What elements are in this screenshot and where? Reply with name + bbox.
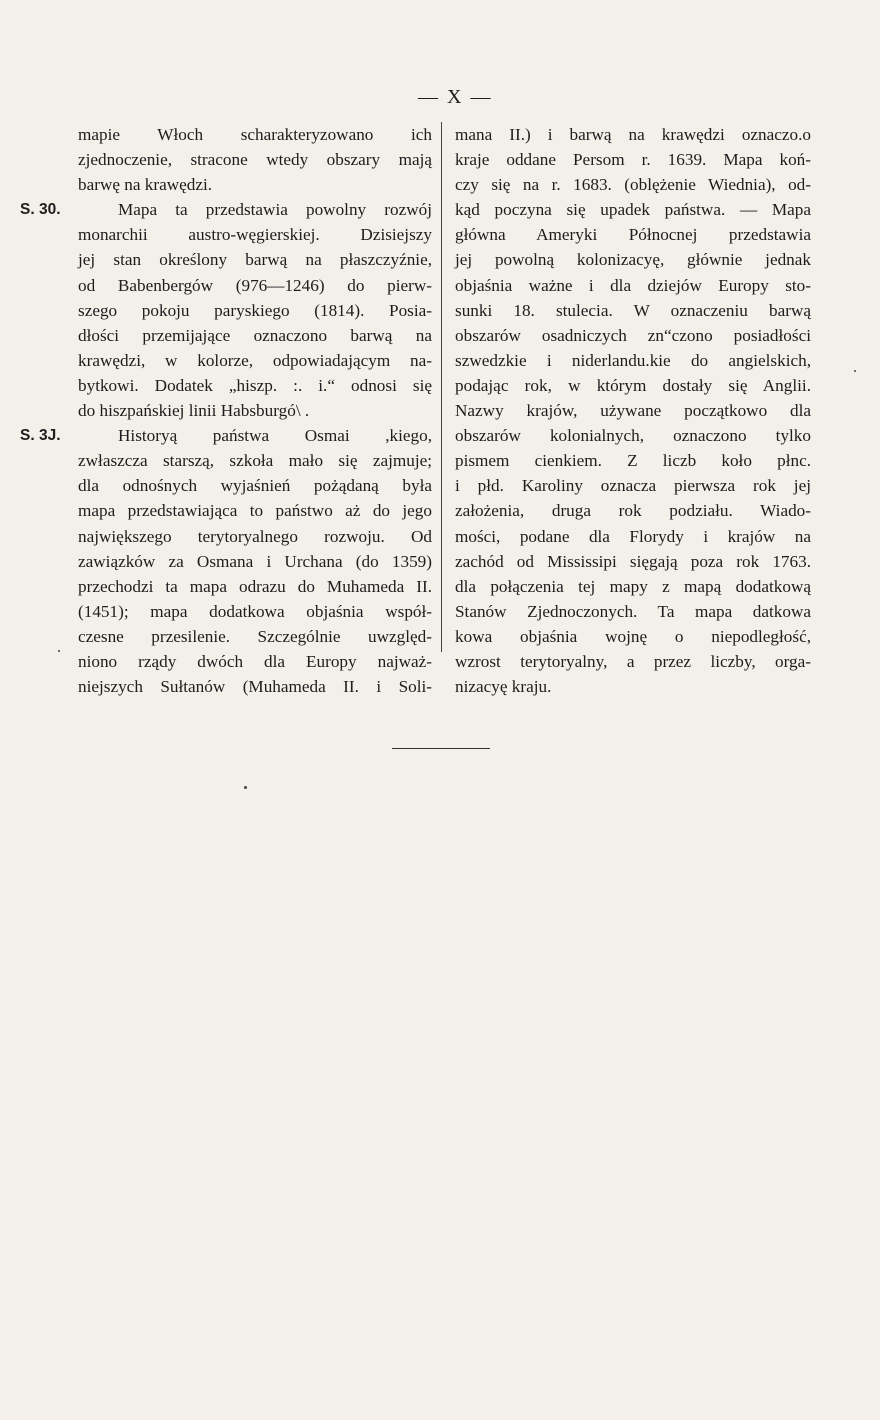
text-line: czy się na r. 1683. (oblężenie Wiednia), od- (455, 175, 811, 195)
text-line: niono rządy dwóch dla Europy najważ- (78, 651, 432, 671)
text-line: krawędzi, w kolorze, odpowiadającym na- (78, 350, 432, 370)
ink-speck (854, 370, 856, 372)
text-line: do hiszpańskiej linii Habsburgó\ . (78, 401, 310, 421)
text-line: bytkowi. Dodatek „hiszp. :. i.“ odnosi się (78, 375, 432, 395)
text-line: mości, podane dla Florydy i krajów na (455, 526, 811, 546)
text-line: nizacyę kraju. (455, 677, 552, 697)
section-marker: S. 3J. (20, 427, 61, 445)
text-line: największego terytoryalnego rozwoju. Od (78, 526, 432, 546)
ink-speck (58, 650, 60, 652)
text-line: szego pokoju paryskiego (1814). Posia- (78, 300, 432, 320)
text-line: barwę na krawędzi. (78, 175, 213, 195)
text-line: monarchii austro-węgierskiej. Dzisiejszy (78, 225, 432, 245)
ink-speck (244, 786, 247, 789)
section-marker: S. 30. (20, 201, 61, 219)
text-line: czesne przesilenie. Szczególnie uwzględ- (78, 626, 432, 646)
text-line: podając rok, w którym dostały się Anglii. (455, 375, 811, 395)
text-line: sunki 18. stulecia. W oznaczeniu barwą (455, 300, 811, 320)
page-number: — X — (418, 86, 493, 108)
right-column (455, 122, 811, 699)
text-line: obszarów osadniczych zn“czono posiadłości (455, 325, 811, 345)
text-line: Historyą państwa Osmai ,kiego, (118, 426, 432, 446)
text-line: zwłaszcza starszą, szkoła mało się zajmuje; (78, 451, 432, 471)
text-line: główna Ameryki Północnej przedstawia (455, 225, 811, 245)
end-rule (392, 748, 490, 749)
text-line: szwedzkie i niderlandu.kie do angielskich, (455, 350, 811, 370)
text-line: jej powolną kolonizacyę, głównie jednak (455, 250, 811, 270)
text-line: niejszych Sułtanów (Muhameda II. i Soli- (78, 677, 432, 697)
text-line: jej stan określony barwą na płaszczyźnie, (78, 250, 432, 270)
text-line: zawiązków za Osmana i Urchana (do 1359) (78, 551, 432, 571)
text-line: dla odnośnych wyjaśnień pożądaną była (78, 476, 432, 496)
text-line: Stanów Zjednoczonych. Ta mapa datkowa (455, 601, 811, 621)
text-line: wzrost terytoryalny, a przez liczby, orga- (455, 651, 811, 671)
text-line: kowa objaśnia wojnę o niepodległość, (455, 626, 811, 646)
text-line: mapa przedstawiająca to państwo aż do jego (78, 501, 432, 521)
text-line: Mapa ta przedstawia powolny rozwój (118, 200, 432, 220)
text-line: kąd poczyna się upadek państwa. — Mapa (455, 200, 811, 220)
text-line: mapie Włoch scharakteryzowano ich (78, 125, 432, 144)
text-line: dla połączenia tej mapy z mapą dodatkową (455, 576, 811, 596)
text-line: (1451); mapa dodatkowa objaśnia współ- (78, 601, 432, 621)
left-column (20, 122, 432, 699)
text-line: obszarów kolonialnych, oznaczono tylko (455, 426, 811, 446)
text-line: mana II.) i barwą na krawędzi oznaczo.o (455, 125, 811, 144)
text-line: założenia, druga rok podziału. Wiado- (455, 501, 811, 521)
text-line: od Babenbergów (976—1246) do pierw- (78, 275, 432, 295)
text-line: dłości przemijające oznaczono barwą na (78, 325, 432, 345)
text-line: pismem cienkiem. Z liczb koło płnc. (455, 451, 811, 471)
text-line: objaśnia ważne i dla dziejów Europy sto- (455, 275, 811, 295)
text-line: kraje oddane Persom r. 1639. Mapa koń- (455, 150, 811, 170)
section-s30 (20, 197, 432, 222)
text-line: zjednoczenie, stracone wtedy obszary mają (78, 150, 432, 170)
column-divider (441, 122, 442, 652)
text-line: przechodzi ta mapa odrazu do Muhameda II. (78, 576, 432, 596)
text-line: Nazwy krajów, używane początkowo dla (455, 401, 811, 421)
text-line: i płd. Karoliny oznacza pierwsza rok jej (455, 476, 811, 496)
text-line: zachód od Mississipi sięgają poza rok 1763. (455, 551, 811, 571)
section-s31 (20, 423, 432, 448)
